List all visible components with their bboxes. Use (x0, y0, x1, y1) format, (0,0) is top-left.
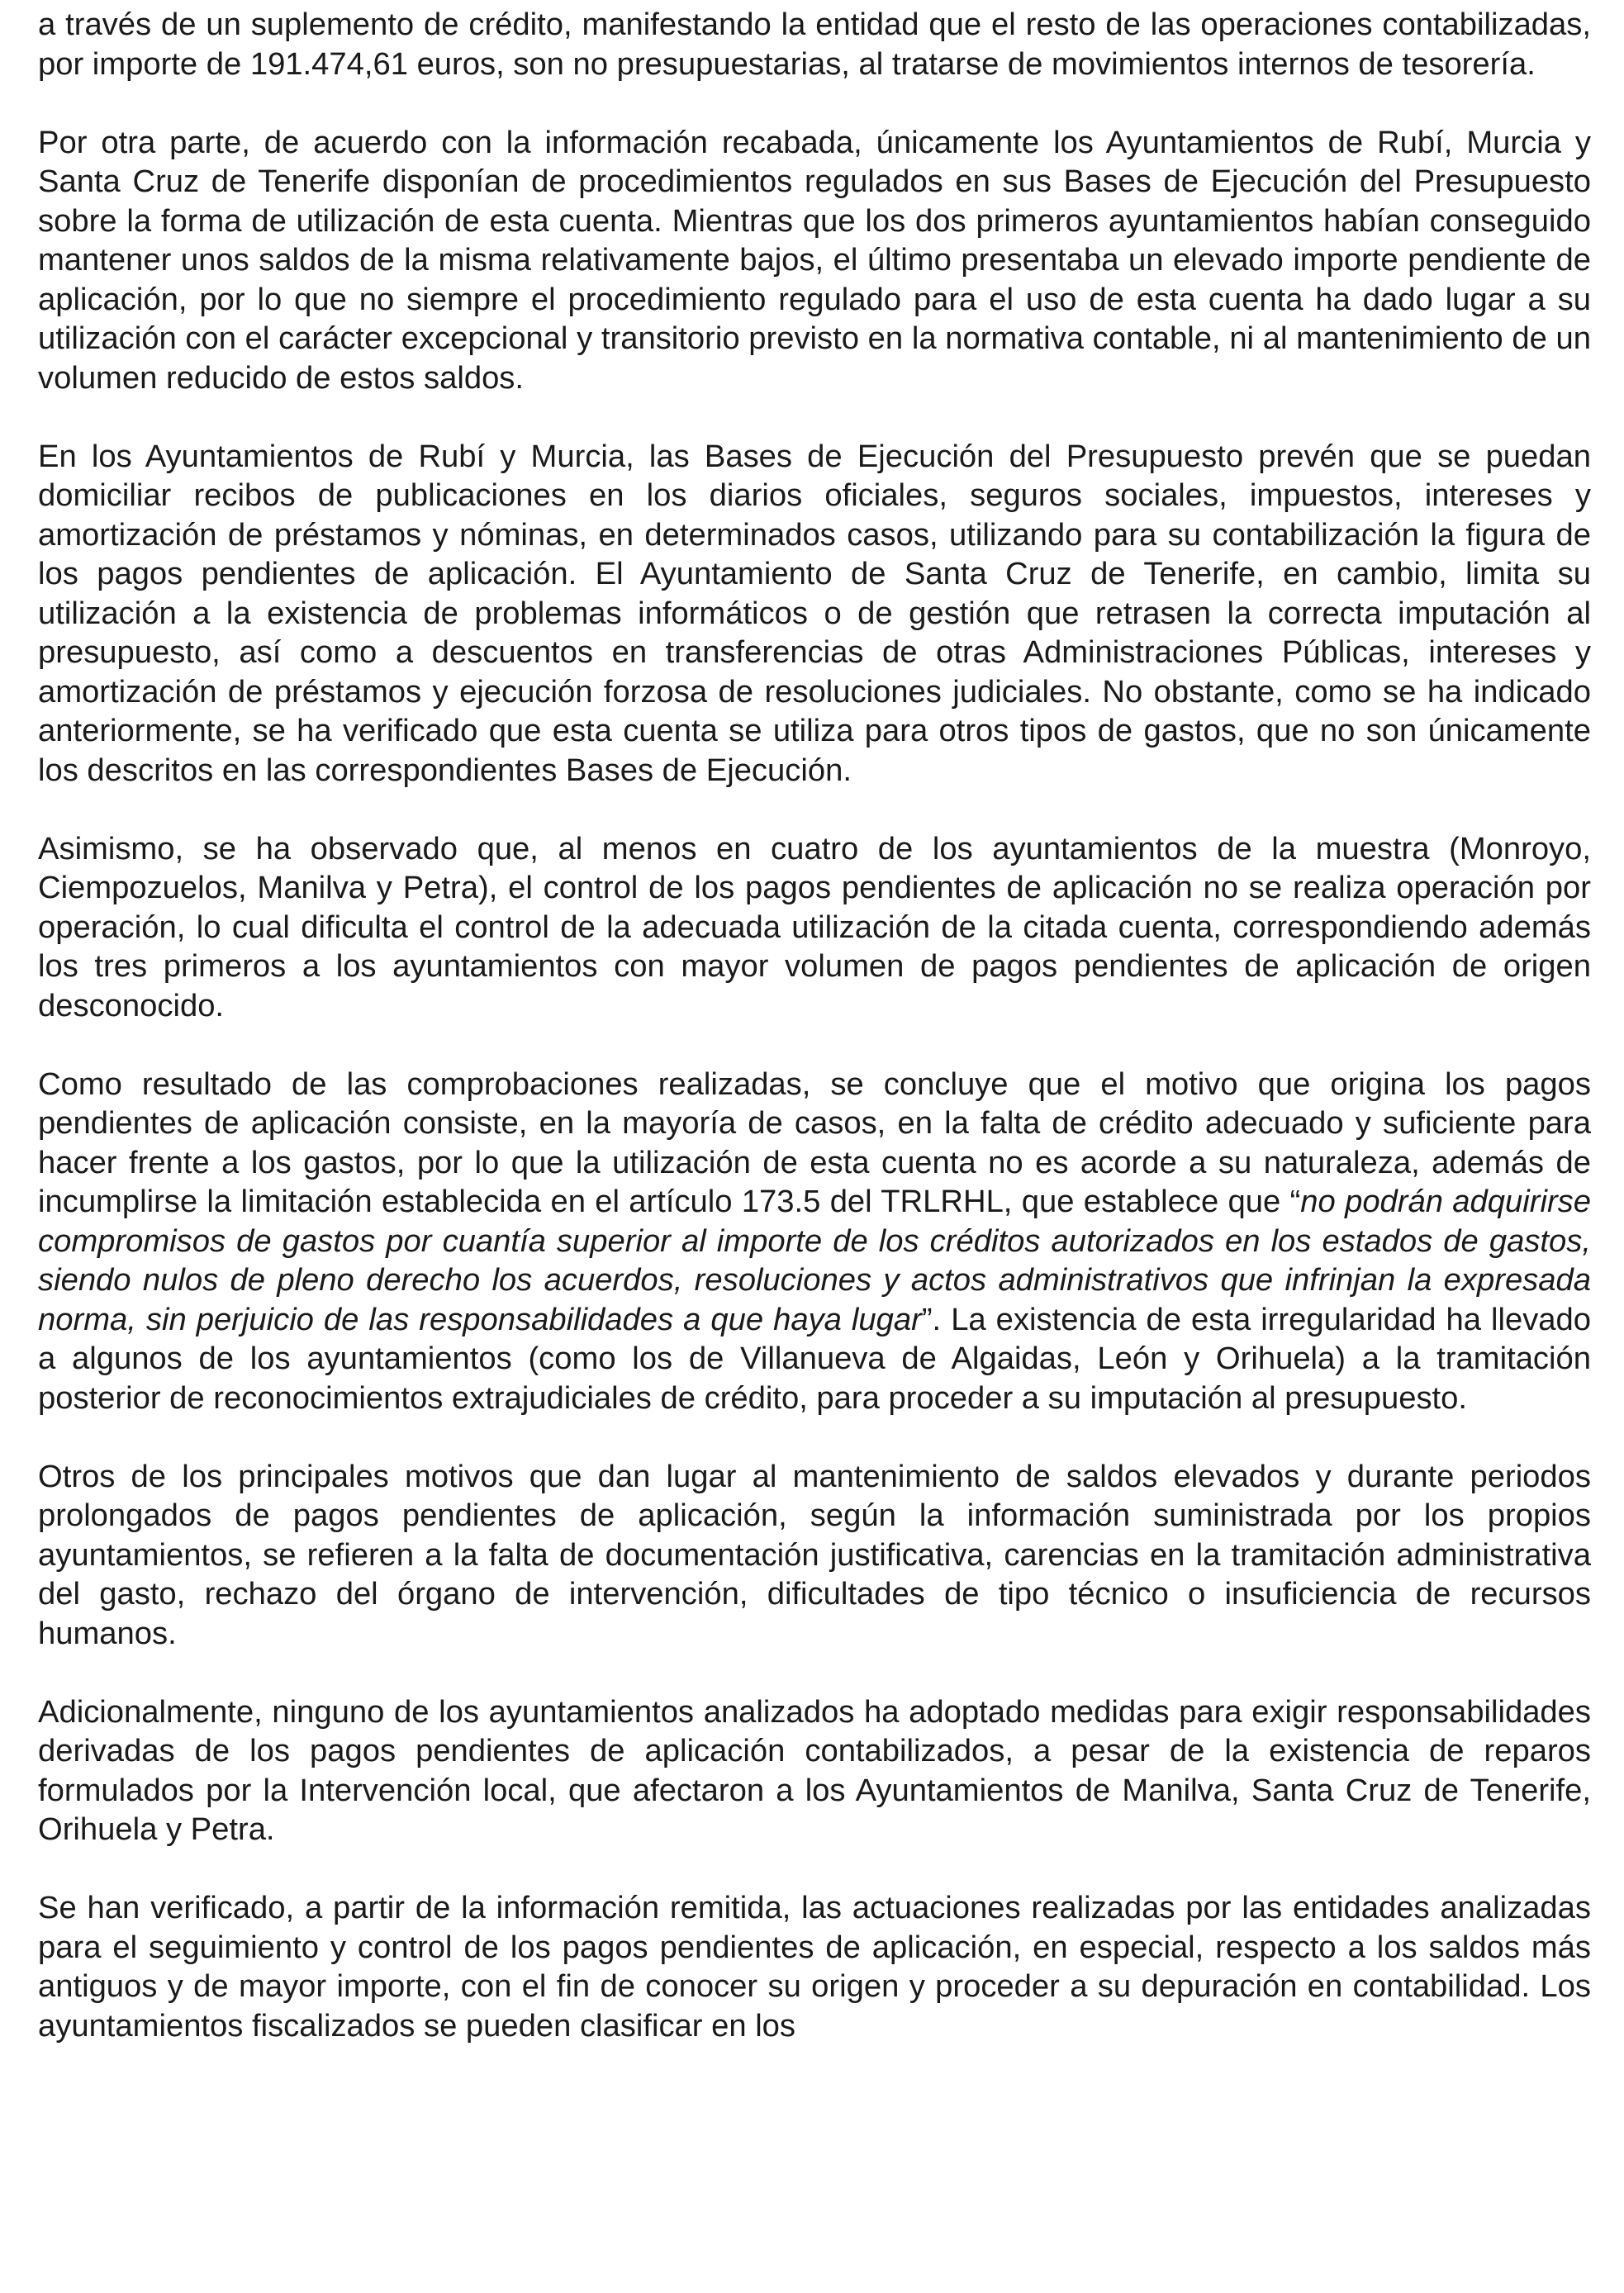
paragraph-4: Asimismo, se ha observado que, al menos en cuatro de los ayuntamientos de la muestra (Monroyo, Ciempozuelos, Manilva y Petra), el control de los pagos pendientes de aplicación no se realiza operación por operación, lo cual dificulta el control de la adecuada utilización de la citada cuenta, correspondiendo además los tres primeros a los ayuntamientos con mayor volumen de pagos pendientes de aplicación de origen desconocido. (38, 830, 1591, 1023)
paragraph-8: Se han verificado, a partir de la información remitida, las actuaciones realizadas por las entidades analizadas para el seguimiento y control de los pagos pendientes de aplicación, en especial, respecto a los saldos más antiguos y de mayor importe, con el fin de conocer su origen y proceder a su depuración en contabilidad. Los ayuntamientos fiscalizados se pueden clasificar en los (38, 1890, 1591, 2044)
paragraph-6: Otros de los principales motivos que dan lugar al mantenimiento de saldos elevados y durante periodos prolongados de pagos pendientes de aplicación, según la información suministrada por los propios ayuntamientos, se refieren a la falta de documentación justificativa, carencias en la tramitación administrativa del gasto, rechazo del órgano de intervención, dificultades de tipo técnico o insuficiencia de recursos humanos. (38, 1458, 1591, 1651)
paragraph-5 (38, 1065, 1591, 1418)
document-page (38, 0, 1591, 2045)
paragraph-5-lead-text: Como resultado de las comprobaciones realizadas, se concluye que el motivo que origina los pagos pendientes de aplicación consiste, en la mayoría de casos, en la falta de crédito adecuado y suficiente para hacer frente a los gastos, por lo que la utilización de esta cuenta no es acorde a su naturaleza, además de incumplirse la limitación establecida en el artículo 173.5 del TRLRHL, que establece que “ (38, 1066, 1591, 1219)
paragraph-7: Adicionalmente, ninguno de los ayuntamientos analizados ha adoptado medidas para exigir responsabilidades derivadas de los pagos pendientes de aplicación contabilizados, a pesar de la existencia de reparos formulados por la Intervención local, que afectaron a los Ayuntamientos de Manilva, Santa Cruz de Tenerife, Orihuela y Petra. (38, 1693, 1591, 1847)
paragraph-5-trail-text: ”. La existencia de esta irregularidad ha llevado a algunos de los ayuntamientos (como los de Villanueva de Algaidas, León y Orihuela) a la tramitación posterior de reconocimientos extrajudiciales de crédito, para proceder a su imputación al presupuesto. (38, 1301, 1591, 1416)
legal-quote: no podrán adquirirse compromisos de gastos por cuantía superior al importe de los créditos autorizados en los estados de gastos, siendo nulos de pleno derecho los acuerdos, resoluciones y actos administrativos que infrinjan la expresada norma, sin perjuicio de las responsabilidades a que haya lugar (38, 1184, 1591, 1337)
paragraph-1: a través de un suplemento de crédito, manifestando la entidad que el resto de las operaciones contabilizadas, por importe de 191.474,61 euros, son no presupuestarias, al tratarse de movimientos internos de tesorería. (38, 7, 1591, 82)
paragraph-2: Por otra parte, de acuerdo con la información recabada, únicamente los Ayuntamientos de Rubí, Murcia y Santa Cruz de Tenerife disponían de procedimientos regulados en sus Bases de Ejecución del Presupuesto sobre la forma de utilización de esta cuenta. Mientras que los dos primeros ayuntamientos habían conseguido mantener unos saldos de la misma relativamente bajos, el último presentaba un elevado importe pendiente de aplicación, por lo que no siempre el procedimiento regulado para el uso de esta cuenta ha dado lugar a su utilización con el carácter excepcional y transitorio previsto en la normativa contable, ni al mantenimiento de un volumen reducido de estos saldos. (38, 124, 1591, 396)
paragraph-3: En los Ayuntamientos de Rubí y Murcia, las Bases de Ejecución del Presupuesto prevén que se puedan domiciliar recibos de publicaciones en los diarios oficiales, seguros sociales, impuestos, intereses y amortización de préstamos y nóminas, en determinados casos, utilizando para su contabilización la figura de los pagos pendientes de aplicación. El Ayuntamiento de Santa Cruz de Tenerife, en cambio, limita su utilización a la existencia de problemas informáticos o de gestión que retrasen la correcta imputación al presupuesto, así como a descuentos en transferencias de otras Administraciones Públicas, intereses y amortización de préstamos y ejecución forzosa de resoluciones judiciales. No obstante, como se ha indicado anteriormente, se ha verificado que esta cuenta se utiliza para otros tipos de gastos, que no son únicamente los descritos en las correspondientes Bases de Ejecución. (38, 438, 1591, 788)
